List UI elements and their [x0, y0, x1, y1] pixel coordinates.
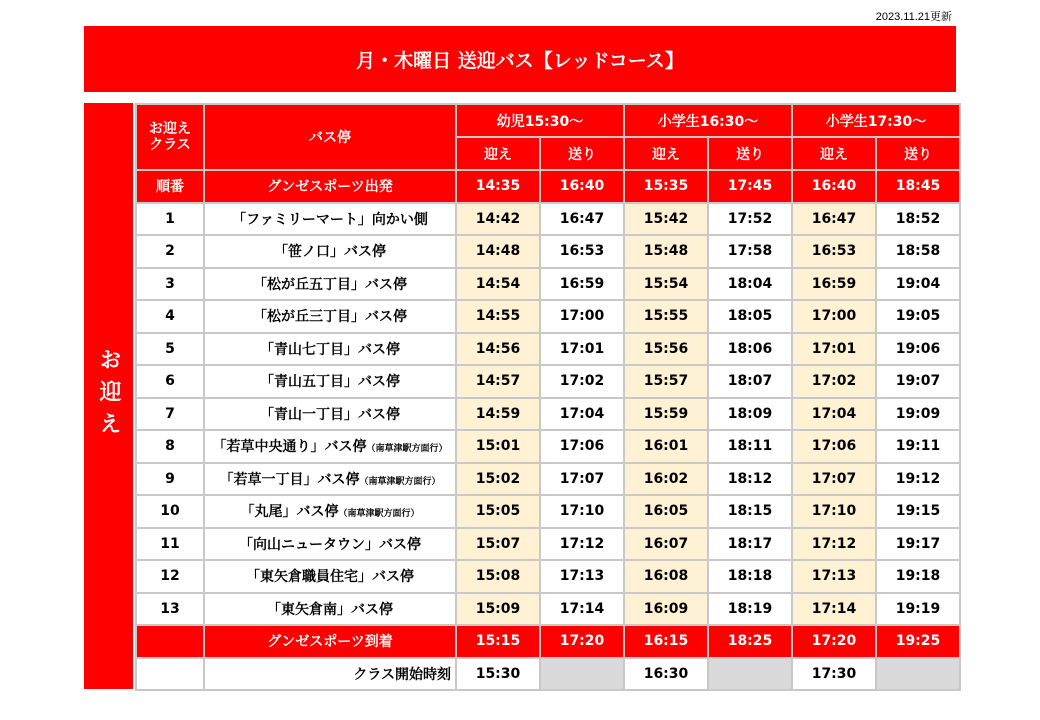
- time-cell: 17:00: [540, 300, 624, 333]
- time-cell: 18:04: [708, 268, 792, 301]
- table-row: [136, 463, 960, 496]
- timetable: [135, 103, 961, 691]
- stop-name: 「東矢倉南」バス停: [267, 601, 393, 618]
- stop-number: 3: [136, 268, 204, 301]
- time-cell: 18:12: [708, 463, 792, 496]
- table-row: [136, 593, 960, 626]
- time-cell: 15:56: [624, 333, 708, 366]
- time-cell: 18:25: [708, 625, 792, 658]
- time-cell: 17:45: [708, 170, 792, 203]
- dropoff-header: 送り: [540, 137, 624, 170]
- time-cell: 16:53: [792, 235, 876, 268]
- time-cell: 16:40: [792, 170, 876, 203]
- time-cell: 15:42: [624, 203, 708, 236]
- time-cell: 17:02: [540, 365, 624, 398]
- time-cell: 17:58: [708, 235, 792, 268]
- stop-name-cell: [204, 300, 456, 333]
- time-cell: 16:02: [624, 463, 708, 496]
- time-cell: 19:15: [876, 495, 960, 528]
- time-cell: 14:54: [456, 268, 540, 301]
- stop-name: 「若草一丁目」バス停: [219, 471, 360, 488]
- time-cell: 17:12: [540, 528, 624, 561]
- stop-name-cell: [204, 398, 456, 431]
- time-cell: 17:04: [540, 398, 624, 431]
- stop-name: 「青山五丁目」バス停: [260, 374, 400, 391]
- stop-number: 2: [136, 235, 204, 268]
- time-cell: 15:05: [456, 495, 540, 528]
- time-cell: 14:59: [456, 398, 540, 431]
- time-cell: 18:58: [876, 235, 960, 268]
- departure-stop: グンゼスポーツ出発: [204, 170, 456, 203]
- time-cell: 15:09: [456, 593, 540, 626]
- stop-header: バス停: [204, 104, 456, 170]
- arrival-row: [136, 625, 960, 658]
- time-cell: 19:06: [876, 333, 960, 366]
- time-cell: 16:01: [624, 430, 708, 463]
- time-cell: 18:17: [708, 528, 792, 561]
- class-start-time: [540, 658, 624, 691]
- time-cell: 17:07: [792, 463, 876, 496]
- table-row: [136, 430, 960, 463]
- stop-number: 12: [136, 560, 204, 593]
- time-cell: 17:01: [792, 333, 876, 366]
- time-cell: 18:05: [708, 300, 792, 333]
- class-header: [136, 104, 204, 170]
- time-cell: 17:06: [792, 430, 876, 463]
- time-cell: 18:09: [708, 398, 792, 431]
- stop-number: 10: [136, 495, 204, 528]
- stop-number: 6: [136, 365, 204, 398]
- time-cell: 17:10: [792, 495, 876, 528]
- time-cell: 19:25: [876, 625, 960, 658]
- stop-name: 「ファミリーマート」向かい側: [232, 211, 428, 228]
- time-cell: 17:52: [708, 203, 792, 236]
- table-row: [136, 235, 960, 268]
- stop-name-cell: [204, 463, 456, 496]
- dropoff-header: 送り: [876, 137, 960, 170]
- table-row: [136, 495, 960, 528]
- time-cell: 16:05: [624, 495, 708, 528]
- time-cell: 19:05: [876, 300, 960, 333]
- group-header: 小学生17:30～: [792, 104, 960, 137]
- stop-number: 13: [136, 593, 204, 626]
- class-start-time: [708, 658, 792, 691]
- class-start-time: 16:30: [624, 658, 708, 691]
- class-start-blank: [136, 658, 204, 691]
- time-cell: 16:07: [624, 528, 708, 561]
- stop-number: 7: [136, 398, 204, 431]
- table-row: [136, 203, 960, 236]
- stop-name: 「松が丘五丁目」バス停: [253, 276, 407, 293]
- time-cell: 14:55: [456, 300, 540, 333]
- time-cell: 15:01: [456, 430, 540, 463]
- time-cell: 17:07: [540, 463, 624, 496]
- time-cell: 17:20: [792, 625, 876, 658]
- time-cell: 17:00: [792, 300, 876, 333]
- time-cell: 15:15: [456, 625, 540, 658]
- stop-name: 「青山七丁目」バス停: [260, 341, 400, 358]
- group-header: 小学生16:30～: [624, 104, 792, 137]
- time-cell: 16:47: [792, 203, 876, 236]
- time-cell: 18:11: [708, 430, 792, 463]
- time-cell: 17:04: [792, 398, 876, 431]
- stop-name-cell: [204, 365, 456, 398]
- time-cell: 17:01: [540, 333, 624, 366]
- stop-name-cell: [204, 560, 456, 593]
- table-row: [136, 398, 960, 431]
- time-cell: 14:56: [456, 333, 540, 366]
- time-cell: 19:18: [876, 560, 960, 593]
- time-cell: 16:08: [624, 560, 708, 593]
- time-cell: 18:19: [708, 593, 792, 626]
- stop-name: 「丸尾」バス停: [240, 504, 339, 521]
- stop-number: 5: [136, 333, 204, 366]
- time-cell: 14:42: [456, 203, 540, 236]
- stop-name-cell: [204, 593, 456, 626]
- stop-note: （南草津駅方面行）: [338, 509, 420, 520]
- time-cell: 19:09: [876, 398, 960, 431]
- stop-number: 11: [136, 528, 204, 561]
- time-cell: 19:19: [876, 593, 960, 626]
- time-cell: 16:47: [540, 203, 624, 236]
- time-cell: 15:55: [624, 300, 708, 333]
- group-header: 幼児15:30～: [456, 104, 624, 137]
- pickup-header: 迎え: [456, 137, 540, 170]
- time-cell: 16:40: [540, 170, 624, 203]
- class-start-row: [136, 658, 960, 691]
- time-cell: 19:12: [876, 463, 960, 496]
- class-start-label: クラス開始時刻: [204, 658, 456, 691]
- time-cell: 14:57: [456, 365, 540, 398]
- time-cell: 17:10: [540, 495, 624, 528]
- class-header-label: お迎え クラス: [149, 121, 191, 153]
- stop-number: 8: [136, 430, 204, 463]
- stop-note: （南草津駅方面行）: [359, 476, 441, 487]
- time-cell: 14:48: [456, 235, 540, 268]
- stop-name-cell: [204, 333, 456, 366]
- time-cell: 16:59: [792, 268, 876, 301]
- time-cell: 15:48: [624, 235, 708, 268]
- pickup-header: 迎え: [624, 137, 708, 170]
- stop-name-cell: [204, 528, 456, 561]
- time-cell: 18:52: [876, 203, 960, 236]
- pickup-header: 迎え: [792, 137, 876, 170]
- page-title: 月・木曜日 送迎バス【レッドコース】: [84, 26, 956, 92]
- stop-name-cell: [204, 203, 456, 236]
- arrival-blank: [136, 625, 204, 658]
- class-start-time: [876, 658, 960, 691]
- time-cell: 19:11: [876, 430, 960, 463]
- time-cell: 15:59: [624, 398, 708, 431]
- time-cell: 19:07: [876, 365, 960, 398]
- stop-number: 1: [136, 203, 204, 236]
- time-cell: 17:20: [540, 625, 624, 658]
- time-cell: 16:15: [624, 625, 708, 658]
- stop-name-cell: [204, 430, 456, 463]
- time-cell: 15:57: [624, 365, 708, 398]
- order-header: 順番: [136, 170, 204, 203]
- time-cell: 17:13: [792, 560, 876, 593]
- time-cell: 18:45: [876, 170, 960, 203]
- time-cell: 16:59: [540, 268, 624, 301]
- time-cell: 17:12: [792, 528, 876, 561]
- time-cell: 14:35: [456, 170, 540, 203]
- time-cell: 18:06: [708, 333, 792, 366]
- stop-name: 「松が丘三丁目」バス停: [253, 309, 407, 326]
- dropoff-header: 送り: [708, 137, 792, 170]
- time-cell: 15:08: [456, 560, 540, 593]
- time-cell: 18:18: [708, 560, 792, 593]
- updated-date: 2023.11.21更新: [875, 11, 952, 23]
- table-row: [136, 268, 960, 301]
- stop-name-cell: [204, 235, 456, 268]
- departure-row: [136, 170, 960, 203]
- stop-name: 「若草中央通り」バス停: [212, 439, 367, 456]
- stop-number: 4: [136, 300, 204, 333]
- time-cell: 15:54: [624, 268, 708, 301]
- time-cell: 19:17: [876, 528, 960, 561]
- time-cell: 17:14: [540, 593, 624, 626]
- time-cell: 16:09: [624, 593, 708, 626]
- table-row: [136, 560, 960, 593]
- time-cell: 17:06: [540, 430, 624, 463]
- side-label: お迎え: [84, 103, 133, 689]
- time-cell: 15:02: [456, 463, 540, 496]
- stop-name: 「青山一丁目」バス停: [260, 406, 400, 423]
- class-start-time: 17:30: [792, 658, 876, 691]
- table-row: [136, 300, 960, 333]
- stop-name-cell: [204, 495, 456, 528]
- arrival-stop: グンゼスポーツ到着: [204, 625, 456, 658]
- stop-name: 「東矢倉職員住宅」バス停: [246, 569, 414, 586]
- time-cell: 16:53: [540, 235, 624, 268]
- time-cell: 18:15: [708, 495, 792, 528]
- table-row: [136, 365, 960, 398]
- table-row: [136, 528, 960, 561]
- stop-number: 9: [136, 463, 204, 496]
- stop-note: （南草津駅方面行）: [366, 444, 448, 455]
- time-cell: 18:07: [708, 365, 792, 398]
- stop-name-cell: [204, 268, 456, 301]
- time-cell: 17:02: [792, 365, 876, 398]
- class-start-time: 15:30: [456, 658, 540, 691]
- stop-name: 「笹ノ口」バス停: [274, 244, 386, 261]
- time-cell: 17:13: [540, 560, 624, 593]
- stop-name: 「向山ニュータウン」バス停: [239, 536, 421, 553]
- time-cell: 15:35: [624, 170, 708, 203]
- table-row: [136, 333, 960, 366]
- time-cell: 15:07: [456, 528, 540, 561]
- time-cell: 17:14: [792, 593, 876, 626]
- time-cell: 19:04: [876, 268, 960, 301]
